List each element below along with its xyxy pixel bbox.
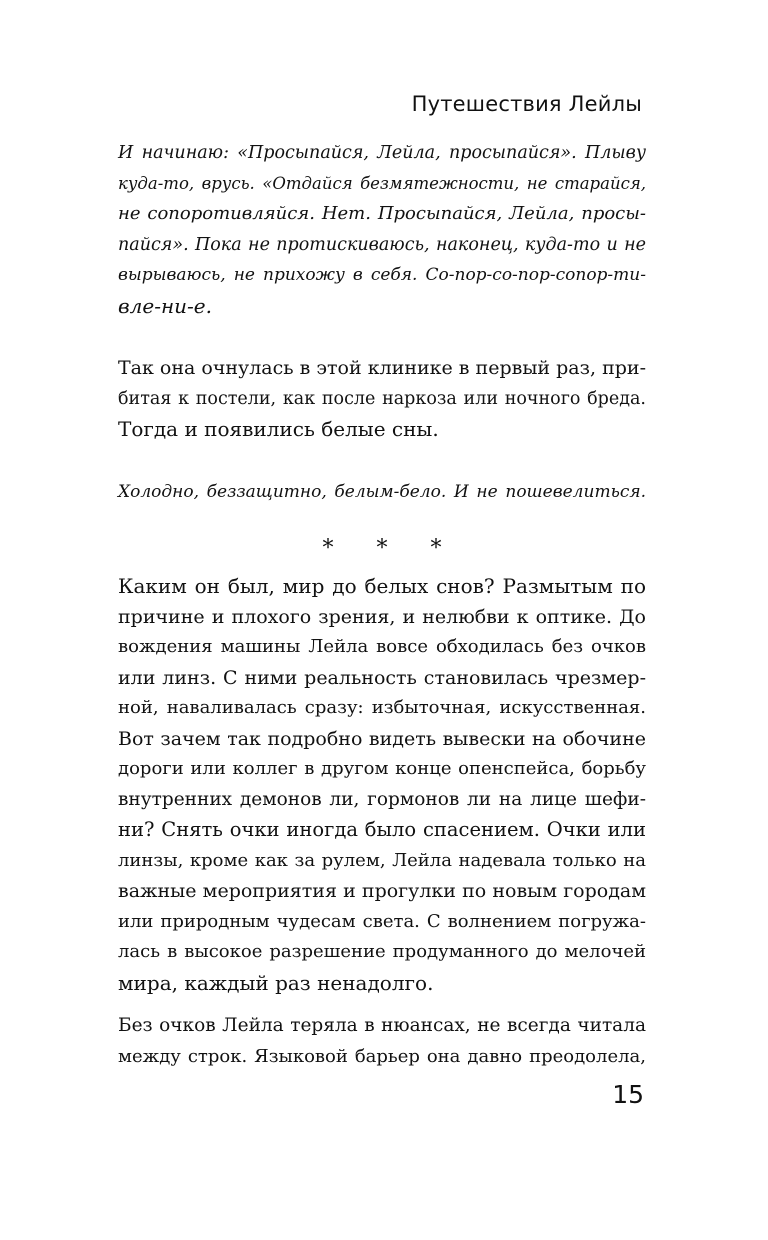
- text-line: Без очков Лейла теряла в нюансах, не всегда читала: [118, 1015, 646, 1036]
- text-line: причине и плохого зрения, и нелюбви к оптике. До: [118, 605, 646, 628]
- text-line: пайся». Пока не протискиваюсь, наконец, куда-то и не: [118, 234, 646, 255]
- text-line: линзы, кроме как за рулем, Лейла надевала только на: [118, 849, 646, 871]
- text-line: Вот зачем так подробно видеть вывески на обочине: [118, 727, 646, 750]
- text-line: И начинаю: «Просыпайся, Лейла, просыпайся». Плыву: [118, 143, 646, 163]
- text-line: Так она очнулась в этой клинике в первый раз, при-: [118, 357, 646, 379]
- text-line: мира, каждый раз ненадолго.: [118, 970, 434, 995]
- text-line: ной, наваливалась сразу: избыточная, искусственная.: [118, 697, 646, 718]
- text-line: внутренних демонов ли, гормонов ли на лице шефи-: [118, 788, 646, 810]
- paragraph-italic-cold: [118, 477, 646, 508]
- text-line: не сопоротивляйся. Нет. Просыпайся, Лейла, просы-: [118, 203, 646, 224]
- text-line: вождения машины Лейла вовсе обходилась без очков: [118, 636, 646, 657]
- text-line: вле-ни-е.: [118, 293, 212, 318]
- running-head: Путешествия Лейлы: [411, 92, 642, 116]
- paragraph-italic-dream: [118, 138, 646, 321]
- text-line: или линз. С ними реальность становилась чрезмер-: [118, 666, 646, 689]
- text-line: между строк. Языковой барьер она давно преодолела,: [118, 1045, 646, 1067]
- text-line: важные мероприятия и прогулки по новым городам: [118, 880, 646, 902]
- text-line: или природным чудесам света. С волнением погружа-: [118, 910, 646, 932]
- text-line: вырываюсь, не прихожу в себя. Со-пор-со-пор-сопор-ти-: [118, 265, 646, 285]
- text-line: лась в высокое разрешение продуманного до мелочей: [118, 941, 646, 962]
- text-line: дороги или коллег в другом конце опенспейса, борьбу: [118, 758, 646, 779]
- text-line: Каким он был, мир до белых снов? Размытым по: [118, 574, 646, 598]
- paragraph-world-before: [118, 571, 646, 998]
- paragraph-without-glasses: [118, 1011, 646, 1072]
- text-line: Тогда и появились белые сны.: [118, 417, 439, 441]
- paragraph-clinic: [118, 353, 646, 445]
- section-separator: * * *: [322, 536, 460, 561]
- text-line: Холодно, беззащитно, белым-бело. И не пошевелиться.: [118, 482, 646, 502]
- text-line: ни? Снять очки иногда было спасением. Очки или: [118, 818, 646, 841]
- page-number: 15: [612, 1080, 644, 1109]
- text-line: битая к постели, как после наркоза или ночного бреда.: [118, 388, 646, 409]
- text-line: куда-то, врусь. «Отдайся безмятежности, не старайся,: [118, 173, 646, 193]
